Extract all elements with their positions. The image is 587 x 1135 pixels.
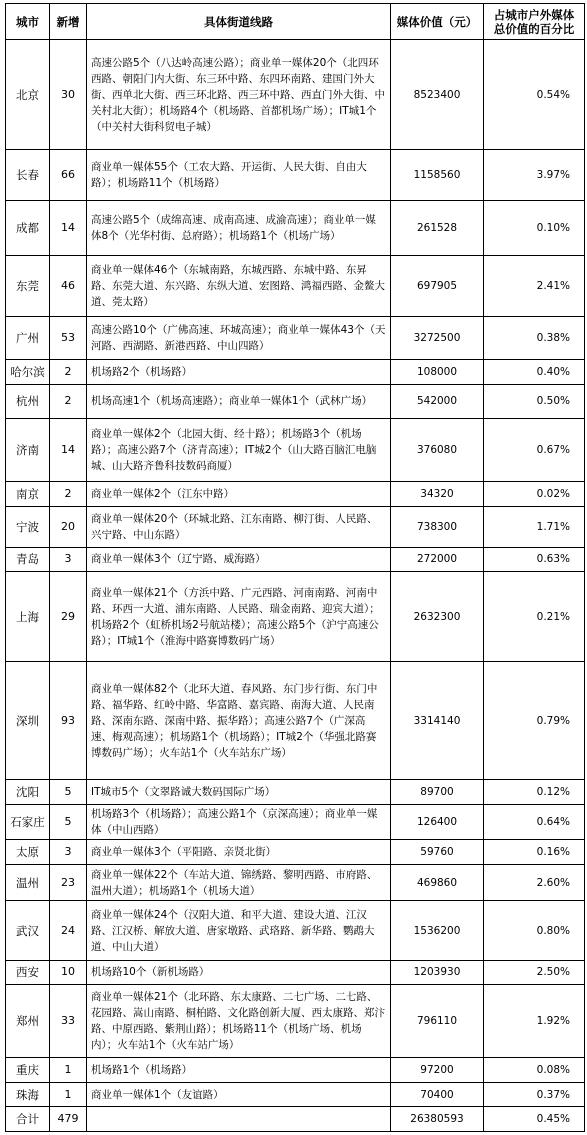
- added-cell: 66: [50, 150, 87, 201]
- city-cell: 杭州: [6, 384, 50, 419]
- share-cell: 0.37%: [484, 1082, 585, 1106]
- share-cell: 0.79%: [484, 661, 585, 779]
- city-cell: 石家庄: [6, 804, 50, 840]
- routes-cell: 商业单一媒体2个（北园大街、经十路）；机场路3个（机场路）；高速公路7个（济青高速）；IT城2个（山大路百脑汇电脑城、山大路齐鲁科技数码商厦）: [87, 419, 391, 482]
- added-cell: 53: [50, 317, 87, 360]
- routes-cell: IT城市5个（文翠路诚大数码国际广场）: [87, 780, 391, 804]
- table-row: [6, 1082, 585, 1106]
- value-cell: 697905: [391, 256, 484, 317]
- city-cell: 武汉: [6, 901, 50, 960]
- routes-cell: 商业单一媒体21个（方浜中路、广元西路、河南南路、河南中路、环西一大道、浦东南路、人民路、瑞金南路、迎宾大道）；机场路2个（虹桥机场2号航站楼）；高速公路5个（沪宁高速公路）；IT城1个（淮海中路赛博数码广场）: [87, 572, 391, 662]
- city-cell: 东莞: [6, 256, 50, 317]
- value-cell: 3314140: [391, 661, 484, 779]
- share-cell: 2.60%: [484, 864, 585, 901]
- share-cell: 0.21%: [484, 572, 585, 662]
- table-row: [6, 840, 585, 864]
- routes-cell: 商业单一媒体3个（平阳路、亲贤北街）: [87, 840, 391, 864]
- added-cell: 1: [50, 1082, 87, 1106]
- value-cell: 469860: [391, 864, 484, 901]
- value-cell: 738300: [391, 506, 484, 547]
- share-cell: 0.40%: [484, 360, 585, 384]
- share-cell: 0.63%: [484, 547, 585, 571]
- share-cell: 0.16%: [484, 840, 585, 864]
- added-cell: 14: [50, 419, 87, 482]
- table-row: [6, 901, 585, 960]
- value-cell: 126400: [391, 804, 484, 840]
- header-share: 占城市户外媒体总价值的百分比: [484, 4, 585, 40]
- added-cell: 2: [50, 360, 87, 384]
- value-cell: 1536200: [391, 901, 484, 960]
- value-cell: 261528: [391, 201, 484, 256]
- table-row: [6, 547, 585, 571]
- city-cell: 南京: [6, 482, 50, 506]
- added-cell: 14: [50, 201, 87, 256]
- city-cell: 温州: [6, 864, 50, 901]
- routes-cell: 商业单一媒体24个（汉阳大道、和平大道、建设大道、江汉路、江汉桥、解放大道、唐家墩路、武珞路、新华路、鹦鹉大道、中山大道）: [87, 901, 391, 960]
- routes-cell: 商业单一媒体3个（辽宁路、威海路）: [87, 547, 391, 571]
- share-cell: 0.54%: [484, 40, 585, 150]
- routes-cell: 机场路3个（机场路）；高速公路1个（京深高速）；商业单一媒体（中山西路）: [87, 804, 391, 840]
- value-cell: 108000: [391, 360, 484, 384]
- value-cell: 796110: [391, 985, 484, 1058]
- table-row: [6, 360, 585, 384]
- share-cell: 0.02%: [484, 482, 585, 506]
- city-cell: 广州: [6, 317, 50, 360]
- table-row: [6, 985, 585, 1058]
- city-cell: 北京: [6, 40, 50, 150]
- value-cell: 272000: [391, 547, 484, 571]
- added-cell: 93: [50, 661, 87, 779]
- table-row: [6, 661, 585, 779]
- city-cell: 太原: [6, 840, 50, 864]
- value-cell: 2632300: [391, 572, 484, 662]
- header-city: 城市: [6, 4, 50, 40]
- table-row: [6, 201, 585, 256]
- table-row: [6, 780, 585, 804]
- value-cell: 26380593: [391, 1107, 484, 1132]
- share-cell: 0.50%: [484, 384, 585, 419]
- value-cell: 1158560: [391, 150, 484, 201]
- share-cell: 1.71%: [484, 506, 585, 547]
- added-cell: 10: [50, 960, 87, 984]
- added-cell: 5: [50, 780, 87, 804]
- added-cell: 2: [50, 384, 87, 419]
- value-cell: 376080: [391, 419, 484, 482]
- city-cell: 沈阳: [6, 780, 50, 804]
- value-cell: 1203930: [391, 960, 484, 984]
- value-cell: 89700: [391, 780, 484, 804]
- outdoor-media-table: [5, 3, 585, 1132]
- value-cell: 3272500: [391, 317, 484, 360]
- city-cell: 合计: [6, 1107, 50, 1132]
- share-cell: 0.45%: [484, 1107, 585, 1132]
- table-body: [6, 40, 585, 1132]
- city-cell: 哈尔滨: [6, 360, 50, 384]
- added-cell: 23: [50, 864, 87, 901]
- table-row: [6, 40, 585, 150]
- routes-cell: 高速公路10个（广佛高速、环城高速）；商业单一媒体43个（天河路、西湖路、新港西路、中山四路）: [87, 317, 391, 360]
- table-row: [6, 317, 585, 360]
- routes-cell: 商业单一媒体2个（江东中路）: [87, 482, 391, 506]
- added-cell: 24: [50, 901, 87, 960]
- value-cell: 34320: [391, 482, 484, 506]
- share-cell: 0.08%: [484, 1058, 585, 1082]
- routes-cell: 高速公路5个（成绵高速、成南高速、成渝高速）；商业单一媒体8个（光华村街、总府路）；机场路1个（机场广场）: [87, 201, 391, 256]
- city-cell: 西安: [6, 960, 50, 984]
- table-header-row: [6, 4, 585, 40]
- routes-cell: 商业单一媒体20个（环城北路、江东南路、柳汀街、人民路、兴宁路、中山东路）: [87, 506, 391, 547]
- routes-cell: 商业单一媒体82个（北环大道、春风路、东门步行街、东门中路、福华路、红岭中路、华富路、嘉宾路、南海大道、人民南路、深南东路、深南中路、振华路）；高速公路7个（广深高速、梅观高速）；机场路1个（机场路）；IT城2个（华强北路赛博数码广场）；火车站1个（火车站东广场）: [87, 661, 391, 779]
- header-value: 媒体价值（元）: [391, 4, 484, 40]
- city-cell: 上海: [6, 572, 50, 662]
- city-cell: 深圳: [6, 661, 50, 779]
- share-cell: 2.50%: [484, 960, 585, 984]
- routes-cell: 高速公路5个（八达岭高速公路）；商业单一媒体20个（北四环西路、朝阳门内大街、东三环中路、东四环南路、建国门外大街、西单北大街、西三环北路、西三环中路、西直门外大街、中关村北大街）；机场路4个（机场路、首都机场广场）；IT城1个（中关村大街科贸电子城）: [87, 40, 391, 150]
- added-cell: 479: [50, 1107, 87, 1132]
- share-cell: 0.12%: [484, 780, 585, 804]
- value-cell: 8523400: [391, 40, 484, 150]
- share-cell: 0.10%: [484, 201, 585, 256]
- added-cell: 29: [50, 572, 87, 662]
- table-row: [6, 1107, 585, 1132]
- share-cell: 0.80%: [484, 901, 585, 960]
- header-added: 新增: [50, 4, 87, 40]
- routes-cell: 机场路2个（机场路）: [87, 360, 391, 384]
- table-row: [6, 572, 585, 662]
- city-cell: 青岛: [6, 547, 50, 571]
- media-table-container: [5, 3, 584, 1132]
- routes-cell: [87, 1107, 391, 1132]
- routes-cell: 机场路10个（新机场路）: [87, 960, 391, 984]
- city-cell: 珠海: [6, 1082, 50, 1106]
- share-cell: 1.92%: [484, 985, 585, 1058]
- city-cell: 成都: [6, 201, 50, 256]
- share-cell: 0.64%: [484, 804, 585, 840]
- city-cell: 济南: [6, 419, 50, 482]
- added-cell: 3: [50, 547, 87, 571]
- table-row: [6, 384, 585, 419]
- table-row: [6, 150, 585, 201]
- share-cell: 0.67%: [484, 419, 585, 482]
- table-row: [6, 482, 585, 506]
- added-cell: 46: [50, 256, 87, 317]
- city-cell: 宁波: [6, 506, 50, 547]
- added-cell: 2: [50, 482, 87, 506]
- table-row: [6, 804, 585, 840]
- value-cell: 59760: [391, 840, 484, 864]
- routes-cell: 商业单一媒体22个（车站大道、锦绣路、黎明西路、市府路、温州大道）；机场路1个（机场大道）: [87, 864, 391, 901]
- value-cell: 97200: [391, 1058, 484, 1082]
- header-routes: 具体街道线路: [87, 4, 391, 40]
- table-row: [6, 506, 585, 547]
- added-cell: 30: [50, 40, 87, 150]
- added-cell: 5: [50, 804, 87, 840]
- table-row: [6, 1058, 585, 1082]
- table-row: [6, 419, 585, 482]
- routes-cell: 商业单一媒体1个（友谊路）: [87, 1082, 391, 1106]
- added-cell: 20: [50, 506, 87, 547]
- city-cell: 重庆: [6, 1058, 50, 1082]
- city-cell: 长春: [6, 150, 50, 201]
- table-row: [6, 960, 585, 984]
- share-cell: 3.97%: [484, 150, 585, 201]
- routes-cell: 商业单一媒体46个（东城南路，东城西路、东城中路、东昇路、东莞大道、东兴路、东纵大道、宏图路、鸿福西路、金鳌大道、莞太路）: [87, 256, 391, 317]
- routes-cell: 商业单一媒体55个（工农大路、开运街、人民大街、自由大路）；机场路11个（机场路）: [87, 150, 391, 201]
- value-cell: 70400: [391, 1082, 484, 1106]
- added-cell: 33: [50, 985, 87, 1058]
- table-row: [6, 256, 585, 317]
- value-cell: 542000: [391, 384, 484, 419]
- routes-cell: 机场路1个（机场路）: [87, 1058, 391, 1082]
- routes-cell: 商业单一媒体21个（北环路、东太康路、二七广场、二七路、花园路、嵩山南路、桐柏路、文化路创新大厦、西太康路、郑汴路、中原西路、紫荆山路）；机场路11个（机场广场、机场内）；火车站1个（火车站广场）: [87, 985, 391, 1058]
- added-cell: 1: [50, 1058, 87, 1082]
- routes-cell: 机场高速1个（机场高速路）；商业单一媒体1个（武林广场）: [87, 384, 391, 419]
- added-cell: 3: [50, 840, 87, 864]
- city-cell: 郑州: [6, 985, 50, 1058]
- table-row: [6, 864, 585, 901]
- share-cell: 0.38%: [484, 317, 585, 360]
- share-cell: 2.41%: [484, 256, 585, 317]
